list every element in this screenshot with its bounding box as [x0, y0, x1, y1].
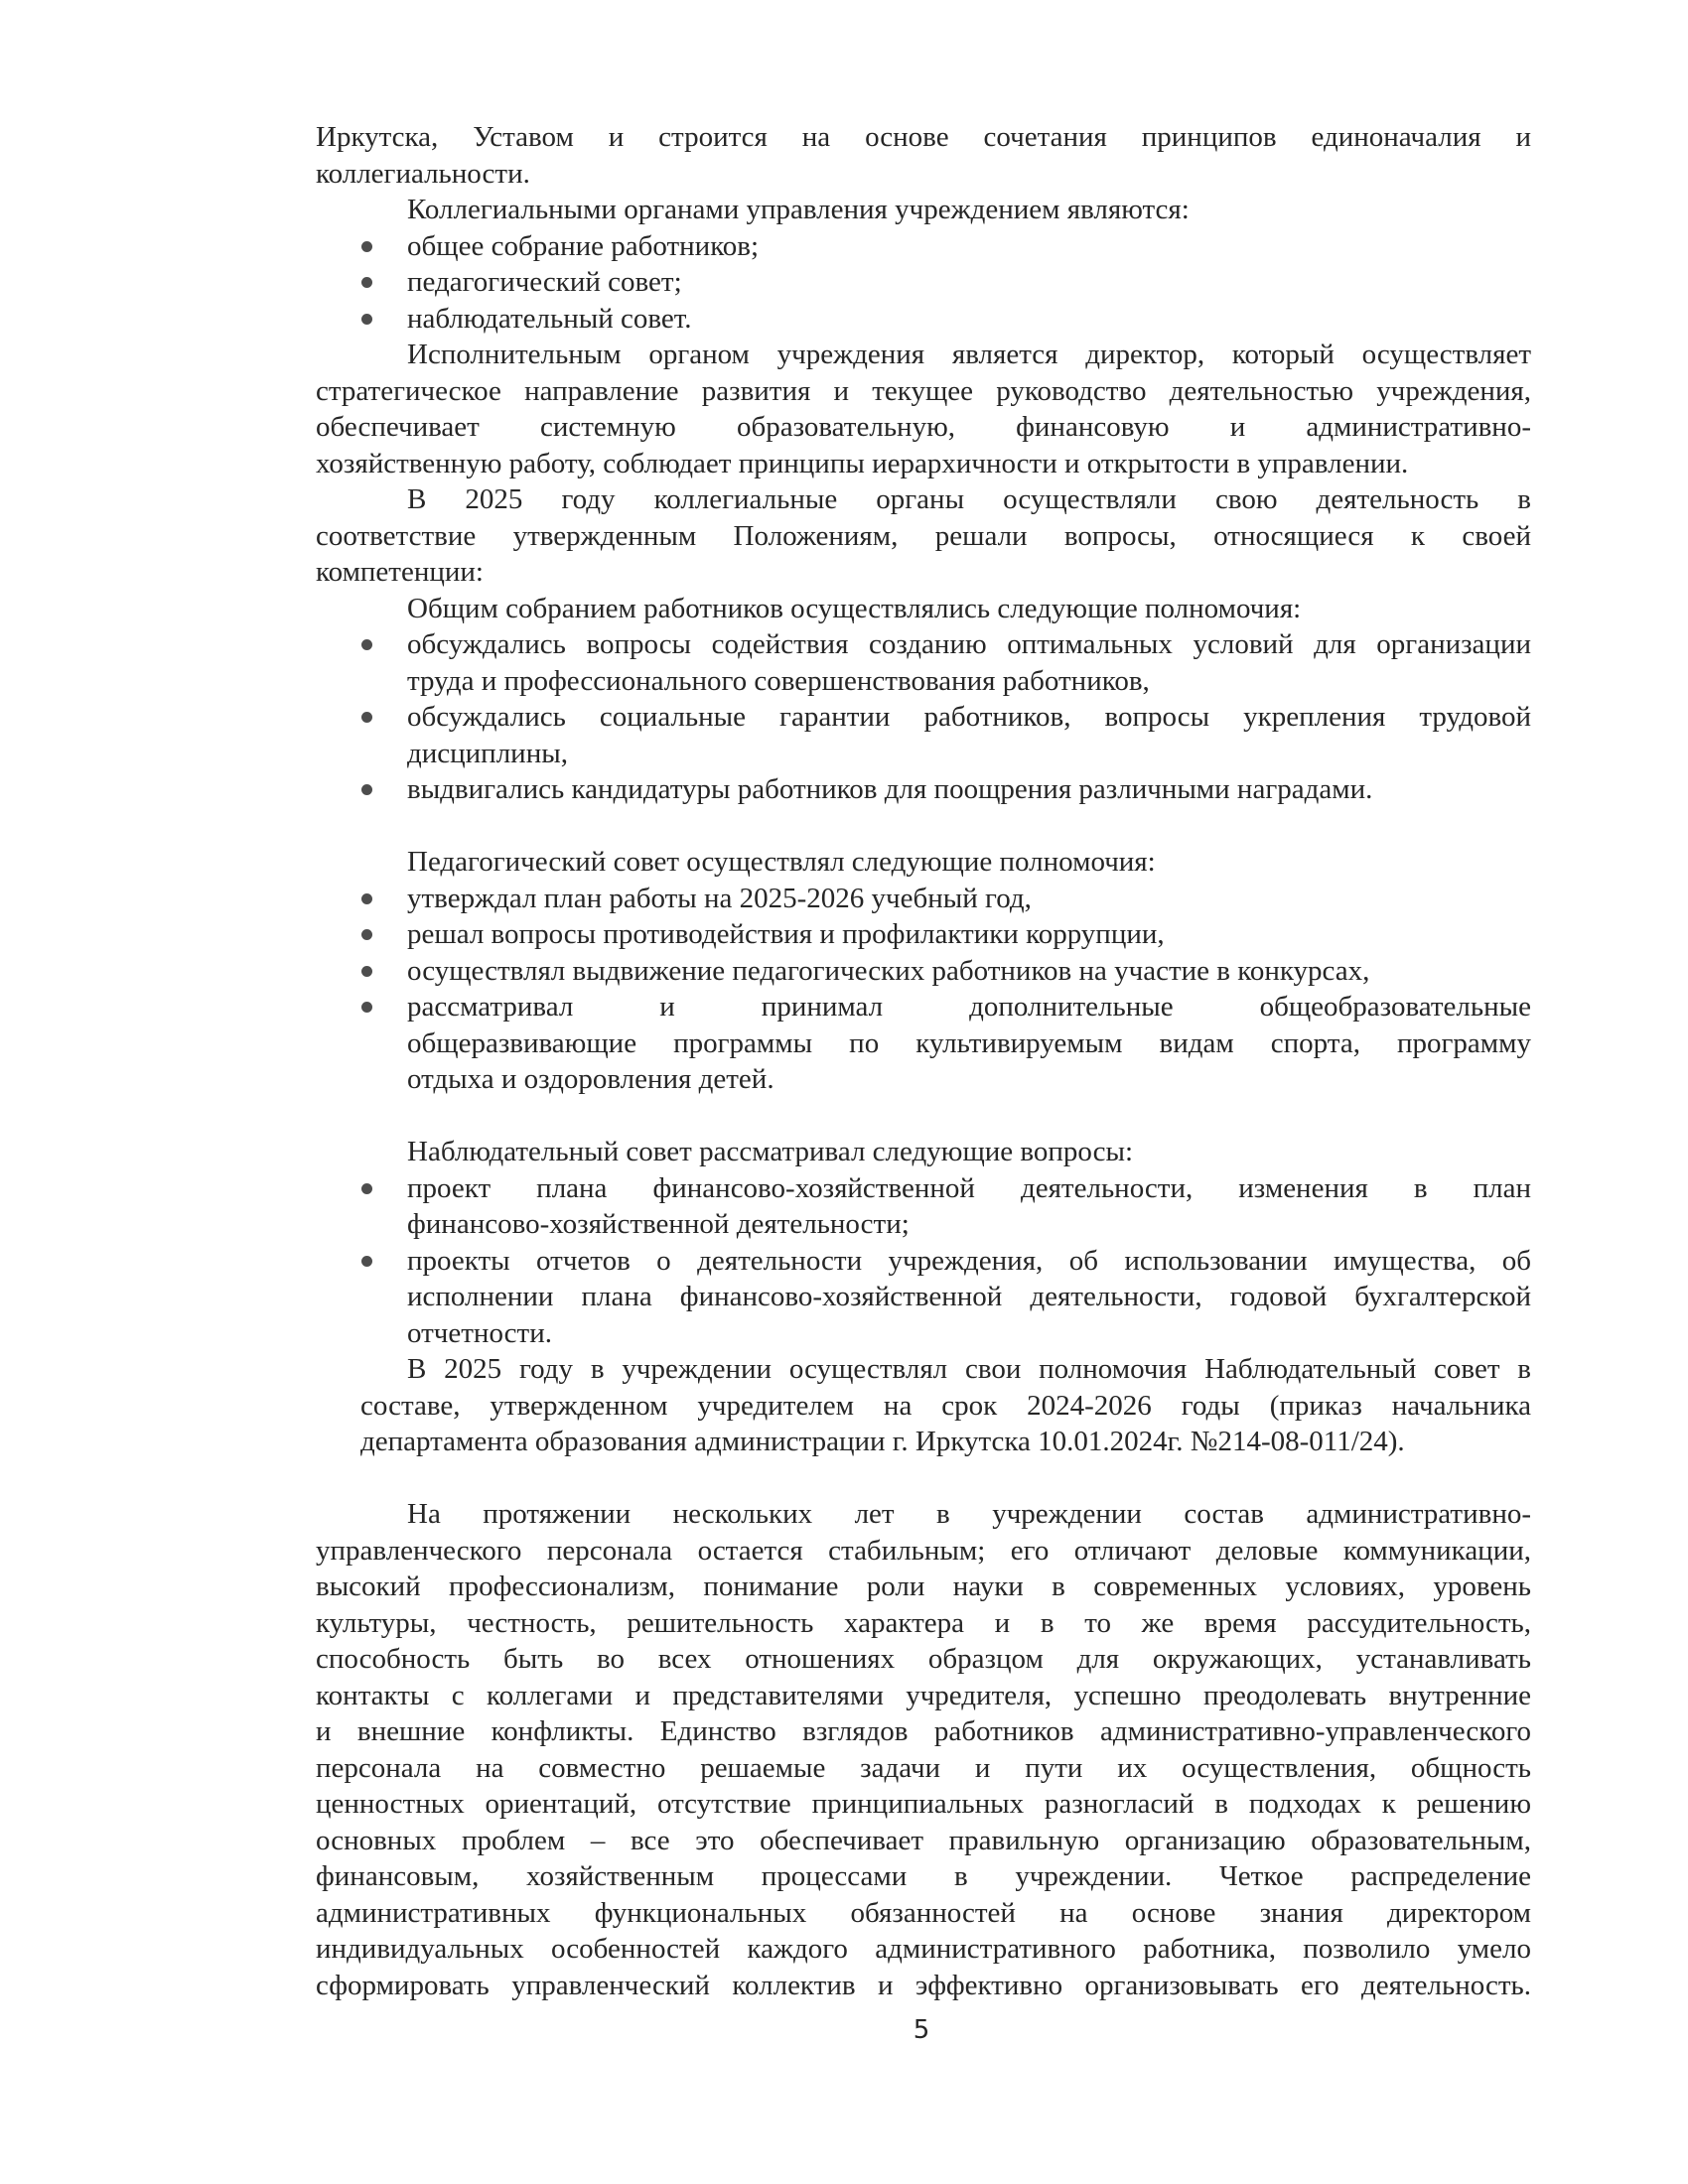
list-item: проект плана финансово-хозяйственной деятельности, изменения в план: [316, 1170, 1531, 1207]
paragraph-line: Исполнительным органом учреждения является директор, который осуществляет: [407, 339, 1531, 370]
intro-line: коллегиальности.: [316, 157, 530, 190]
paragraph-line: высокий профессионализм, понимание роли науки в современных условиях, уровень: [316, 1570, 1531, 1602]
paragraph-line: культуры, честность, решительность характера и в то же время рассудительность,: [316, 1606, 1531, 1639]
bullet-icon: [361, 893, 372, 904]
paragraph-line: В 2025 году в учреждении осуществлял свои полномочия Наблюдательный совет в: [407, 1353, 1531, 1385]
paragraph-line: стратегическое направление развития и текущее руководство деятельностью учреждения,: [316, 374, 1531, 407]
paragraph-line: контакты с коллегами и представителями учредителя, успешно преодолевать внутренние: [316, 1679, 1531, 1711]
page-number: 5: [913, 2015, 930, 2045]
paragraph-line: ценностных ориентаций, отсутствие принципиальных разногласий в подходах к решению: [316, 1788, 1531, 1820]
list-item: рассматривал и принимал дополнительные общеобразовательные: [316, 989, 1531, 1025]
paragraph-line: На протяжении нескольких лет в учреждении состав административно-: [407, 1498, 1531, 1530]
bullet-icon: [361, 966, 372, 977]
pedagogical-council-heading: Педагогический совет осуществлял следующие полномочия:: [407, 846, 1156, 878]
list-item-continuation: финансово-хозяйственной деятельности;: [407, 1208, 910, 1240]
list-item-continuation: труда и профессионального совершенствования работников,: [407, 664, 1150, 697]
paragraph-line: и внешние конфликты. Единство взглядов работников административно-управленческого: [316, 1715, 1531, 1747]
list-item: обсуждались социальные гарантии работников, вопросы укрепления трудовой: [316, 699, 1531, 736]
bullet-icon: [361, 712, 372, 723]
bullet-icon: [361, 314, 372, 325]
bullet-icon: [361, 639, 372, 650]
list-item: педагогический совет;: [316, 264, 1531, 301]
list-item: утверждал план работы на 2025-2026 учебный год,: [316, 881, 1531, 917]
bullet-icon: [361, 1256, 372, 1267]
general-meeting-heading: Общим собранием работников осуществлялись следующие полномочия:: [407, 592, 1302, 624]
paragraph-line: административных функциональных обязанностей на основе знания директором: [316, 1896, 1531, 1929]
collegial-heading: Коллегиальными органами управления учреждением являются:: [407, 194, 1190, 225]
list-item-continuation: общеразвивающие программы по культивируемым видам спорта, программу: [407, 1026, 1531, 1059]
paragraph-line: индивидуальных особенностей каждого административного работника, позволило умело: [316, 1933, 1531, 1965]
list-item: обсуждались вопросы содействия созданию оптимальных условий для организации: [316, 626, 1531, 663]
paragraph-line: основных проблем – все это обеспечивает правильную организацию образовательным,: [316, 1824, 1531, 1856]
spacer: [316, 1460, 1531, 1497]
paragraph-line: В 2025 году коллегиальные органы осуществляли свою деятельность в: [407, 483, 1531, 515]
paragraph-line: компетенции:: [316, 556, 484, 588]
paragraph-line: хозяйственную работу, соблюдает принципы иерархичности и открытости в управлении.: [316, 447, 1409, 479]
bullet-icon: [361, 784, 372, 795]
paragraph-line: обеспечивает системную образовательную, финансовую и административно-: [316, 411, 1531, 443]
spacer: [316, 1098, 1531, 1135]
paragraph-line: сформировать управленческий коллектив и эффективно организовывать его деятельность.: [316, 1969, 1531, 2001]
list-item: решал вопросы противодействия и профилактики коррупции,: [316, 916, 1531, 953]
supervisory-board-heading: Наблюдательный совет рассматривал следующие вопросы:: [407, 1136, 1134, 1167]
list-item-continuation: дисциплины,: [407, 737, 568, 769]
paragraph-line: соответствие утвержденным Положениям, решали вопросы, относящиеся к своей: [316, 519, 1531, 552]
bullet-icon: [361, 1002, 372, 1013]
paragraph-line: департамента образования администрации г. Иркутска 10.01.2024г. №214-08-011/24).: [360, 1426, 1405, 1457]
paragraph-line: управленческого персонала остается стабильным; его отличают деловые коммуникации,: [316, 1534, 1531, 1567]
list-item: наблюдательный совет.: [316, 301, 1531, 338]
document-body: [316, 119, 1531, 2003]
bullet-icon: [361, 929, 372, 940]
list-item: осуществлял выдвижение педагогических работников на участие в конкурсах,: [316, 953, 1531, 990]
list-item: общее собрание работников;: [316, 228, 1531, 265]
paragraph-line: составе, утвержденном учредителем на срок 2024-2026 годы (приказ начальника: [360, 1389, 1531, 1422]
list-item-continuation: исполнении плана финансово-хозяйственной деятельности, годовой бухгалтерской: [407, 1281, 1531, 1312]
spacer: [316, 808, 1531, 845]
paragraph-line: персонала на совместно решаемые задачи и пути их осуществления, общность: [316, 1751, 1531, 1784]
list-item-continuation: отдыха и оздоровления детей.: [407, 1063, 774, 1095]
bullet-icon: [361, 241, 372, 252]
intro-line: Иркутска, Уставом и строится на основе сочетания принципов единоначалия и: [316, 121, 1531, 153]
list-item-continuation: отчетности.: [407, 1316, 552, 1349]
bullet-icon: [361, 1183, 372, 1194]
paragraph-line: финансовым, хозяйственным процессами в учреждении. Четкое распределение: [316, 1860, 1531, 1892]
bullet-icon: [361, 277, 372, 288]
paragraph-line: способность быть во всех отношениях образцом для окружающих, устанавливать: [316, 1643, 1531, 1675]
list-item: выдвигались кандидатуры работников для поощрения различными наградами.: [316, 771, 1531, 808]
list-item: проекты отчетов о деятельности учреждения, об использовании имущества, об: [316, 1243, 1531, 1280]
